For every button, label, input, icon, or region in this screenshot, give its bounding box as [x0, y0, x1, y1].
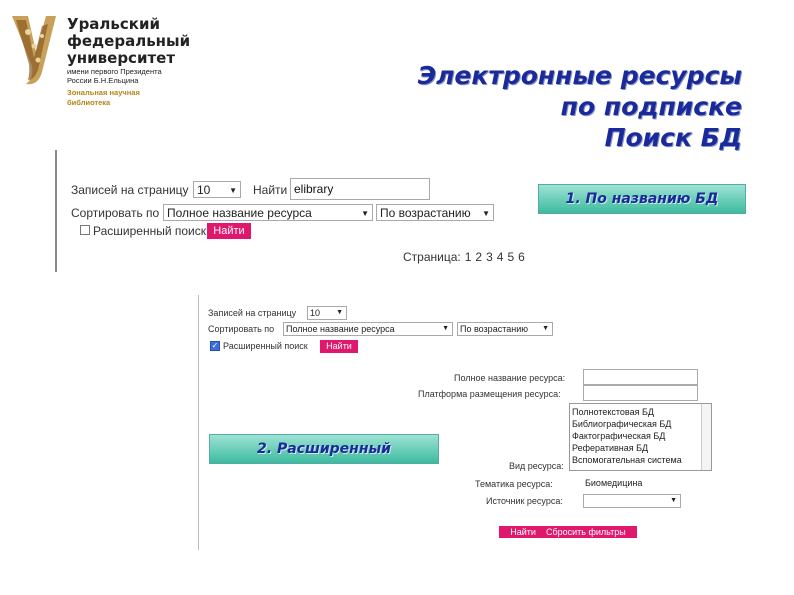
advanced-search-label: Расширенный поиск [93, 224, 206, 238]
list-item[interactable]: Фактографическая БД [572, 431, 666, 441]
topic-label: Тематика ресурса: [475, 479, 553, 489]
source-label: Источник ресурса: [486, 496, 563, 506]
per-page-select[interactable]: 10 ▼ [307, 306, 347, 320]
search-input[interactable]: elibrary [290, 178, 430, 200]
page-link[interactable]: 2 [475, 250, 483, 264]
sort-label: Сортировать по [71, 206, 160, 220]
page-link[interactable]: 4 [496, 250, 504, 264]
advanced-search-checkbox[interactable]: ✓ [211, 341, 219, 350]
full-name-input[interactable] [583, 369, 698, 385]
search-by-name-badge: 1. По названию БД [538, 184, 746, 214]
advanced-search-checkbox[interactable] [80, 225, 90, 235]
pagination [403, 250, 525, 264]
find-button-2[interactable]: Найти [510, 527, 536, 537]
sort-order-select[interactable]: По возрастанию ▼ [376, 204, 494, 221]
type-label: Вид ресурса: [509, 461, 564, 471]
listbox-scrollbar[interactable] [701, 404, 711, 470]
search-by-name-screenshot [55, 150, 537, 272]
advanced-search-badge: 2. Расширенный [209, 434, 439, 464]
reset-filters-button[interactable]: Сбросить фильтры [545, 527, 626, 537]
full-name-label: Полное название ресурса: [454, 373, 566, 383]
list-item[interactable]: Вспомогательная система [572, 455, 682, 465]
library-name: Зональная научная библиотека [67, 88, 140, 107]
platform-input[interactable] [583, 385, 698, 401]
sort-field-select[interactable]: Полное название ресурса ▼ [163, 204, 373, 221]
sort-label: Сортировать по [208, 324, 275, 334]
per-page-select[interactable]: 10 ▼ [193, 181, 241, 198]
pages-label: Страница: [403, 250, 461, 264]
find-button[interactable]: Найти [320, 340, 358, 353]
resource-type-listbox[interactable] [569, 403, 712, 471]
platform-label: Платформа размещения ресурса: [418, 389, 561, 399]
list-item[interactable]: Реферативная БД [572, 443, 649, 453]
list-item[interactable]: Полнотекстовая БД [572, 407, 654, 417]
page-link[interactable]: 5 [507, 250, 515, 264]
sort-field-select[interactable]: Полное название ресурса ▼ [283, 322, 453, 336]
filter-actions [499, 526, 637, 538]
topic-select[interactable]: Биомедицина [583, 477, 693, 491]
advanced-search-label: Расширенный поиск [223, 341, 308, 351]
find-button[interactable]: Найти [207, 223, 251, 239]
advanced-search-screenshot [198, 295, 729, 550]
per-page-label: Записей на страницу [71, 183, 189, 197]
university-emblem-icon [8, 12, 60, 88]
sort-order-select[interactable]: По возрастанию ▼ [457, 322, 553, 336]
list-item[interactable]: Библиографическая БД [572, 419, 672, 429]
university-subtitle: имени первого Президента России Б.Н.Ельцина [67, 67, 162, 85]
page-link[interactable]: 1 [464, 250, 472, 264]
source-select[interactable]: ▼ [583, 494, 681, 508]
page-link[interactable]: 6 [518, 250, 525, 264]
per-page-label: Записей на страницу [208, 308, 297, 318]
university-name: Уральский федеральный университет [67, 15, 191, 67]
slide-title: Электронные ресурсы по подписке Поиск БД [417, 61, 742, 152]
find-label: Найти [253, 183, 288, 197]
page-link[interactable]: 3 [486, 250, 493, 264]
